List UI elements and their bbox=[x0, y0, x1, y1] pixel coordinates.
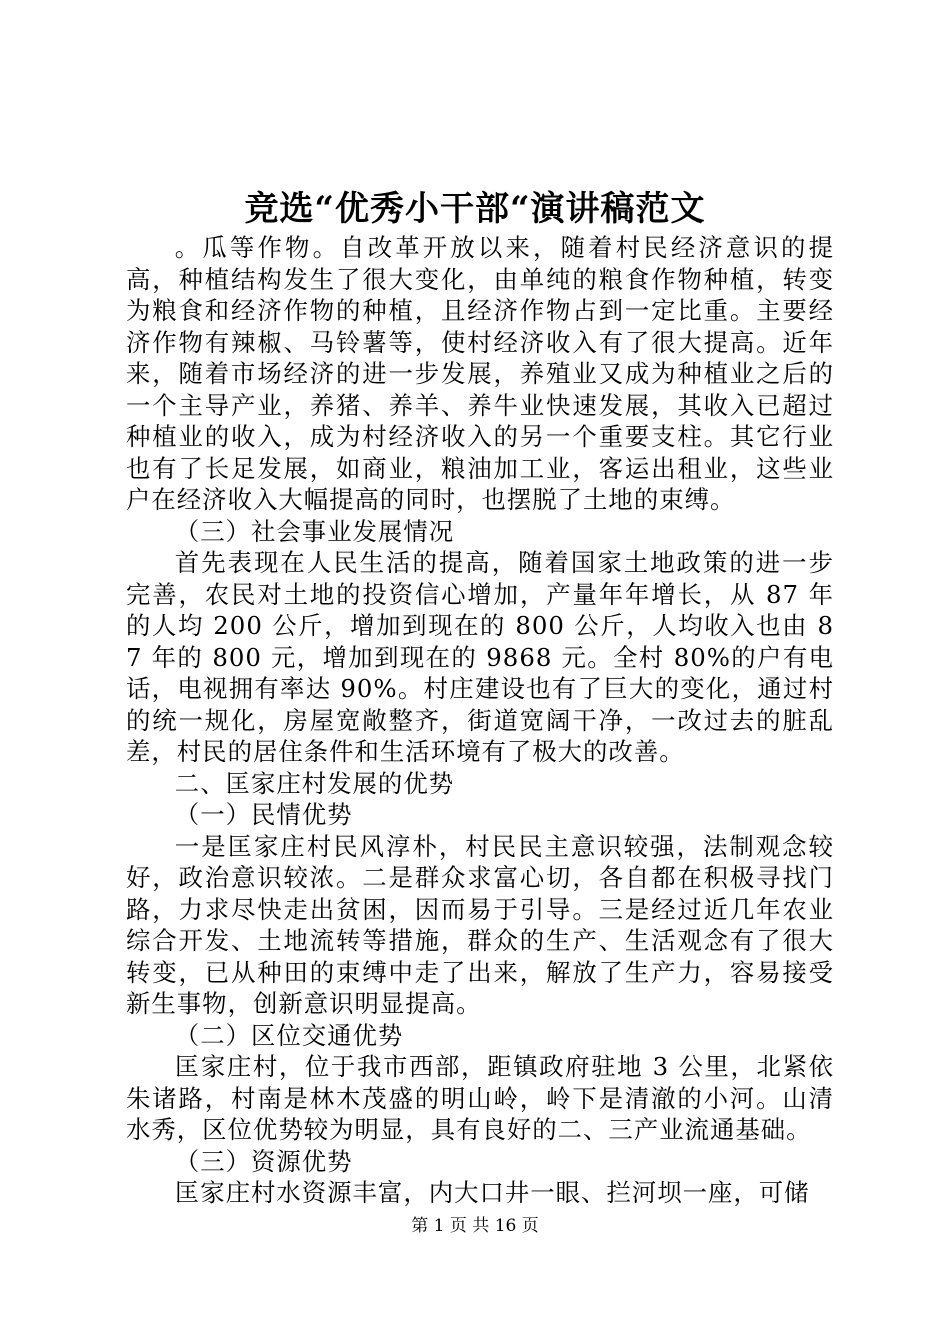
heading-social-development: （三）社会事业发展情况 bbox=[174, 516, 455, 546]
paragraph-location-transport: 匡家庄村，位于我市西部，距镇政府驻地 3 公里，北紧依朱诸路，村南是林木茂盛的明山岭，岭下是清澈的小河。山清水秀，区位优势较为明显，具有良好的二、三产业流通基础。 bbox=[126, 1052, 834, 1144]
page-number-footer: 第 1 页 共 16 页 bbox=[411, 1216, 539, 1236]
paragraph-resources: 匡家庄村水资源丰富，内大口井一眼、拦河坝一座，可储 bbox=[174, 1178, 810, 1207]
heading-location-transport: （二）区位交通优势 bbox=[174, 1020, 404, 1050]
heading-village-advantages: 二、匡家庄村发展的优势 bbox=[174, 768, 455, 798]
heading-public-sentiment: （一）民情优势 bbox=[174, 800, 353, 829]
paragraph-public-sentiment: 一是匡家庄村民风淳朴，村民民主意识较强，法制观念较好，政治意识较浓。二是群众求富心切，各自都在积极寻找门路，力求尽快走出贫困，因而易于引导。三是经过近几年农业综合开发、土地流转等措施，群众的生产、生活观念有了很大转变，已从种田的束缚中走了出来，解放了生产力，容易接受新生事物，创新意识明显提高。 bbox=[126, 831, 834, 1018]
paragraph-crop-structure: 。瓜等作物。自改革开放以来，随着村民经济意识的提高，种植结构发生了很大变化，由单纯的粮食作物种植，转变为粮食和经济作物的种植，且经济作物占到一定比重。主要经济作物有辣椒、马铃薯等，使村经济收入有了很大提高。近年来，随着市场经济的进一步发展，养殖业又成为种植业之后的一个主导产业，养猪、养羊、养牛业快速发展，其收入已超过种植业的收入，成为村经济收入的另一个重要支柱。其它行业也有了长足发展，如商业，粮油加工业，客运出租业，这些业户在经济收入大幅提高的同时，也摆脱了土地的束缚。 bbox=[126, 233, 834, 514]
document-title: 竞选“优秀小干部“演讲稿范文 bbox=[244, 189, 706, 229]
heading-resources: （三）资源优势 bbox=[174, 1146, 353, 1176]
paragraph-living-standards: 首先表现在人民生活的提高，随着国家土地政策的进一步完善，农民对土地的投资信心增加，产量年年增长，从 87 年的人均 200 公斤，增加到现在的 800 公斤，人均收入也由 87 年的 800 元，增加到现在的 9868 元。全村 80%的户有电话，电视拥有率达 90%。村庄建设也有了巨大的变化，通过村的统一规化，房屋宽敞整齐，街道宽阔干净，一改过去的脏乱差，村民的居住条件和生活环境有了极大的改善。 bbox=[126, 548, 834, 766]
document-body bbox=[126, 232, 834, 1209]
